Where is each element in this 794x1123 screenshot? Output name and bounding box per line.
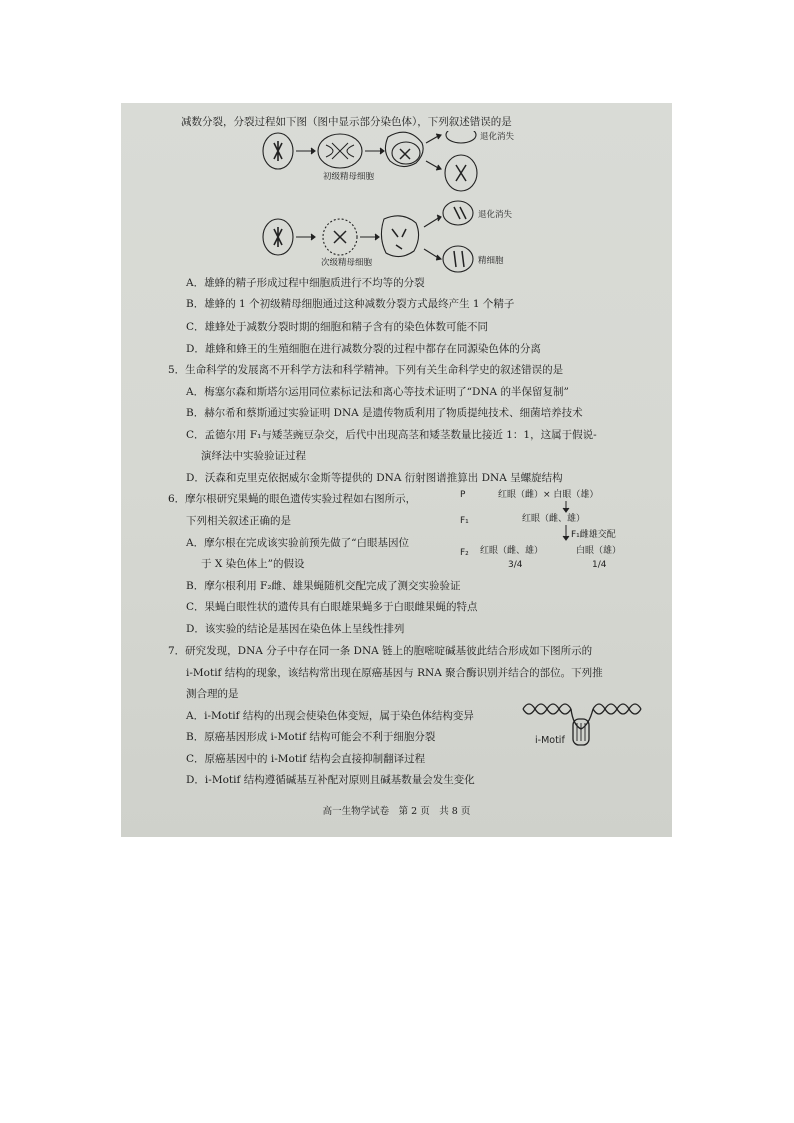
q6-option-a: A．摩尔根在完成该实验前预先做了“白眼基因位 xyxy=(186,537,409,549)
q7-option-b: B．原癌基因形成 i-Motif 结构可能会不利于细胞分裂 xyxy=(186,731,436,743)
question-6-stem: 6．摩尔根研究果蝇的眼色遗传实验过程如右图所示， xyxy=(168,493,417,505)
label-degenerate-2: 退化消失 xyxy=(478,210,513,220)
q5-option-b: B．赫尔希和蔡斯通过实验证明 DNA 是遗传物质利用了物质提纯技术、细菌培养技术 xyxy=(186,407,583,419)
q4-option-b: B．雄蜂的 1 个初级精母细胞通过这种减数分裂方式最终产生 1 个精子 xyxy=(186,298,515,310)
question-6-stem-2: 下列相关叙述正确的是 xyxy=(186,515,291,527)
exam-page-photo xyxy=(121,103,672,837)
cross-f1: 红眼（雌、雄） xyxy=(522,514,586,524)
q6-option-c: C．果蝇白眼性状的遗传具有白眼雄果蝇多于白眼雌果蝇的特点 xyxy=(186,601,478,613)
label-secondary-spermatocyte: 次级精母细胞 xyxy=(321,258,373,268)
meiosis-diagram xyxy=(256,131,556,279)
label-primary-spermatocyte: 初级精母细胞 xyxy=(323,172,375,182)
cross-f2-red: 红眼（雌、雄） xyxy=(480,546,544,556)
ratio-white: 1/4 xyxy=(592,560,607,570)
q5-option-a: A．梅塞尔森和斯塔尔运用同位素标记法和离心等技术证明了“DNA 的半保留复制” xyxy=(186,386,569,398)
q4-option-a: A．雄蜂的精子形成过程中细胞质进行不均等的分裂 xyxy=(186,277,425,289)
label-sperm-cell: 精细胞 xyxy=(478,256,504,266)
q4-option-d: D．雄蜂和蜂王的生殖细胞在进行减数分裂的过程中都存在同源染色体的分离 xyxy=(186,343,541,355)
label-p: P xyxy=(460,490,466,500)
page-footer: 高一生物学试卷 第 2 页 共 8 页 xyxy=(322,806,471,817)
q4-option-c: C．雄蜂处于减数分裂时期的细胞和精子含有的染色体数可能不同 xyxy=(186,321,489,333)
cross-f2-white: 白眼（雄） xyxy=(576,546,622,556)
q6-option-a-cont: 于 X 染色体上”的假设 xyxy=(201,558,305,570)
q7-option-a: A．i-Motif 结构的出现会使染色体变短，属于染色体结构变异 xyxy=(186,710,474,722)
q7-option-c: C．原癌基因中的 i-Motif 结构会直接抑制翻译过程 xyxy=(186,753,426,765)
q5-option-d: D．沃森和克里克依据威尔金斯等提供的 DNA 衍射图谱推算出 DNA 呈螺旋结构 xyxy=(186,472,563,484)
question-4-intro: 减数分裂，分裂过程如下图（图中显示部分染色体），下列叙述错误的是 xyxy=(181,116,512,128)
cross-f1-mating: F₁雌雄交配 xyxy=(571,530,616,540)
cross-diagram xyxy=(456,487,666,573)
question-7-stem-1: 7．研究发现，DNA 分子中存在同一条 DNA 链上的胞嘧啶碱基彼此结合形成如下图所示的 xyxy=(168,645,593,657)
question-5-stem: 5．生命科学的发展离不开科学方法和科学精神。下列有关生命科学史的叙述错误的是 xyxy=(168,364,564,376)
label-f1: F₁ xyxy=(460,516,469,526)
q5-option-c: C．孟德尔用 F₁与矮茎豌豆杂交，后代中出现高茎和矮茎数量比接近 1：1，这属于假说- xyxy=(186,429,597,441)
imotif-diagram xyxy=(521,693,646,753)
question-7-stem-2: i-Motif 结构的现象，该结构常出现在原癌基因与 RNA 聚合酶识别并结合的部位。下列推 xyxy=(186,667,603,679)
ratio-red: 3/4 xyxy=(508,560,523,570)
q6-option-b: B．摩尔根利用 F₂雌、雄果蝇随机交配完成了测交实验验证 xyxy=(186,580,461,592)
q6-option-d: D．该实验的结论是基因在染色体上呈线性排列 xyxy=(186,623,405,635)
question-7-stem-3: 测合理的是 xyxy=(186,688,239,700)
q7-option-d: D．i-Motif 结构遵循碱基互补配对原则且碱基数量会发生变化 xyxy=(186,774,475,786)
q5-option-c-cont: 演绎法中实验验证过程 xyxy=(201,450,306,462)
cross-parents: 红眼（雌）× 白眼（雄） xyxy=(498,490,599,500)
label-f2: F₂ xyxy=(460,548,469,558)
imotif-label: i-Motif xyxy=(535,735,565,746)
label-degenerate-1: 退化消失 xyxy=(480,132,515,142)
